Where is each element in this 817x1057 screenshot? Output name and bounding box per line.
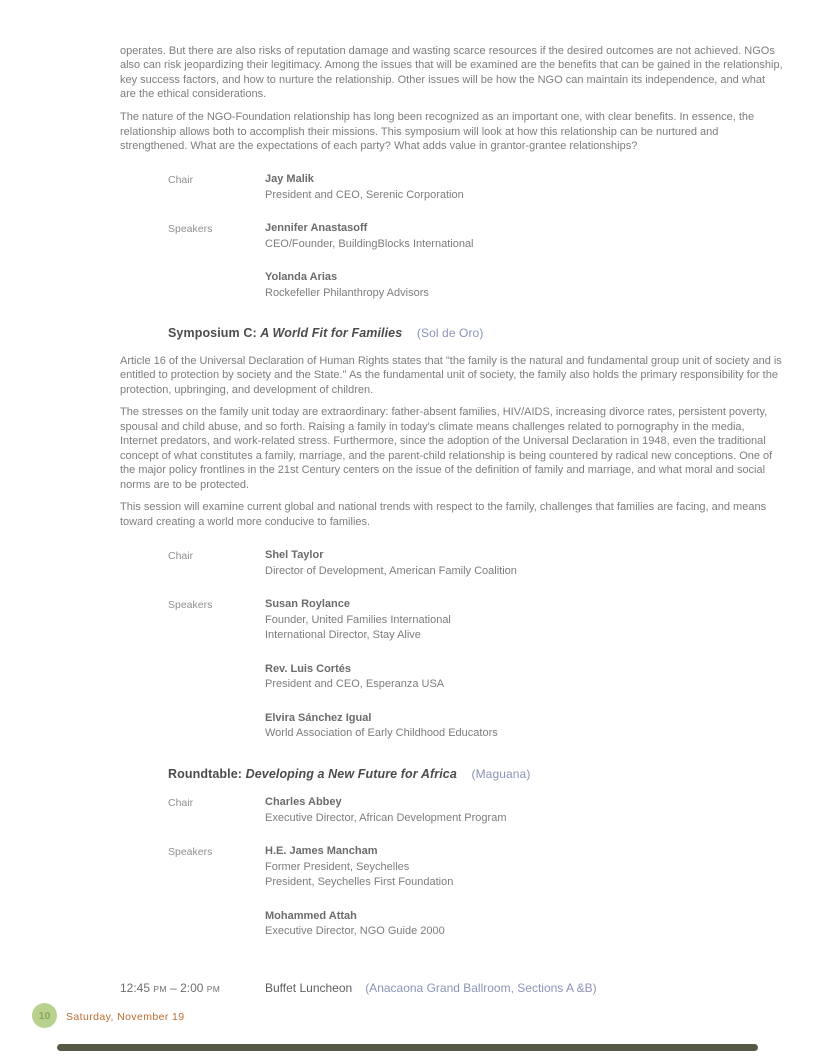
buffet-luncheon-row <box>120 981 783 996</box>
person <box>265 844 783 891</box>
session-title: Developing a New Future for Africa <box>245 766 457 781</box>
chair-label: Chair <box>168 797 194 810</box>
symposium-c-paragraph: This session will examine current global and national trends with respect to the family, challenges that families are facing, and means toward creating a world more conducive to families. <box>120 501 767 528</box>
person-role: President and CEO, Esperanza USA <box>265 678 445 691</box>
intro-paragraph: The nature of the NGO-Foundation relationship has long been recognized as an important one, with clear benefits. In essence, the relationship allows both to accomplish their missions. This symposium will look at how this relationship can be nurtured and strengthened. What are the expectations of each party? What adds value in grantor-grantee relationships? <box>120 111 755 152</box>
session-label: Roundtable: <box>168 766 243 781</box>
session-title: A World Fit for Families <box>260 326 403 341</box>
speaker-people <box>265 221 783 301</box>
intro-paragraph: operates. But there are also risks of reputation damage and wasting scarce resources if the desired outcomes are not achieved. NGOs also can risk jeopardizing their legitimacy. Among the issues that will be examined are the benefits that can be gained in the relationship, key success factors, and how to nurture the relationship. Other issues will be how the NGO can maintain its independence, and what are the ethical considerations. <box>120 45 783 101</box>
symposium-c-roster <box>120 548 783 742</box>
luncheon-meridiem: PM <box>206 983 221 994</box>
person <box>265 221 783 252</box>
person-name: Mohammed Attah <box>265 909 357 922</box>
horizontal-scrollbar[interactable] <box>57 1044 758 1051</box>
person-name: Rev. Luis Cortés <box>265 662 351 675</box>
speakers-label: Speakers <box>168 846 213 859</box>
person <box>265 172 783 203</box>
speakers-label: Speakers <box>168 599 213 612</box>
page-content <box>120 44 783 996</box>
person <box>265 662 783 693</box>
session-venue: (Sol de Oro) <box>416 326 484 341</box>
person-name: Yolanda Arias <box>265 271 338 284</box>
chair-people <box>265 548 783 579</box>
person <box>265 597 783 644</box>
roundtable-heading <box>168 767 783 781</box>
person-role: Executive Director, NGO Guide 2000 <box>265 925 445 938</box>
speaker-people <box>265 844 783 940</box>
chair-people <box>265 172 783 203</box>
roundtable-roster <box>120 795 783 940</box>
person-role: Executive Director, African Development Program <box>265 811 507 824</box>
session-prev-roster <box>120 172 783 301</box>
person-name: Susan Roylance <box>265 598 350 611</box>
luncheon-venue: (Anacaona Grand Ballroom, Sections A &B) <box>365 980 597 995</box>
person-role: Director of Development, American Family Coalition <box>265 564 517 577</box>
person-role: President and CEO, Serenic Corporation <box>265 188 464 201</box>
symposium-c-paragraph: Article 16 of the Universal Declaration of Human Rights states that "the family is the natural and fundamental group unit of society and is entitled to protection by society and the State." As the fundamental unit of society, the family also holds the primary responsibility for the protection, upbringing, and development of children. <box>120 354 782 396</box>
person-name: Charles Abbey <box>265 796 342 809</box>
footer-date: Saturday, November 19 <box>66 1011 185 1023</box>
person-role: International Director, Stay Alive <box>265 629 421 642</box>
page-number-badge: 10 <box>32 1003 57 1028</box>
person-name: Elvira Sánchez Igual <box>265 711 372 724</box>
chair-label: Chair <box>168 174 194 187</box>
luncheon-meridiem: PM <box>153 983 167 994</box>
person-name: Jay Malik <box>265 173 314 186</box>
luncheon-label: Buffet Luncheon <box>265 980 353 995</box>
person-role: World Association of Early Childhood Educators <box>265 727 498 740</box>
luncheon-time-end: – 2:00 <box>166 980 207 995</box>
person-role: CEO/Founder, BuildingBlocks International <box>265 237 474 250</box>
person-name: Shel Taylor <box>265 549 324 562</box>
person-name: H.E. James Mancham <box>265 845 378 858</box>
person <box>265 548 783 579</box>
person-name: Jennifer Anastasoff <box>265 222 368 235</box>
luncheon-time <box>120 981 265 996</box>
chair-people <box>265 795 783 826</box>
session-venue: (Maguana) <box>471 766 531 781</box>
person <box>265 711 783 742</box>
person-role: Founder, United Families International <box>265 613 451 626</box>
person <box>265 909 783 940</box>
symposium-c-paragraph: The stresses on the family unit today are extraordinary: father-absent families, HIV/AIDS, increasing divorce rates, persistent poverty, spousal and child abuse, and so forth. Raising a family in today's climate means challenges related to pornography in the media, Internet predators, and work-related stress. Furthermore, since the adoption of the Universal Declaration in 1948, even the traditional concept of what constitutes a family, marriage, and the parent-child relationship is being countered by radical new conceptions. One of the major policy frontlines in the 21st Century centers on the issue of the definition of family and marriage, and what moral and social norms are to be protected. <box>120 406 773 491</box>
luncheon-time-start: 12:45 <box>120 980 154 995</box>
symposium-c-heading <box>168 326 783 340</box>
chair-label: Chair <box>168 550 194 563</box>
person <box>265 270 783 301</box>
person <box>265 795 783 826</box>
speakers-label: Speakers <box>168 223 213 236</box>
person-role: President, Seychelles First Foundation <box>265 876 454 889</box>
person-role: Rockefeller Philanthropy Advisors <box>265 286 429 299</box>
person-role: Former President, Seychelles <box>265 860 410 873</box>
speaker-people <box>265 597 783 742</box>
session-label: Symposium C: <box>168 326 257 341</box>
